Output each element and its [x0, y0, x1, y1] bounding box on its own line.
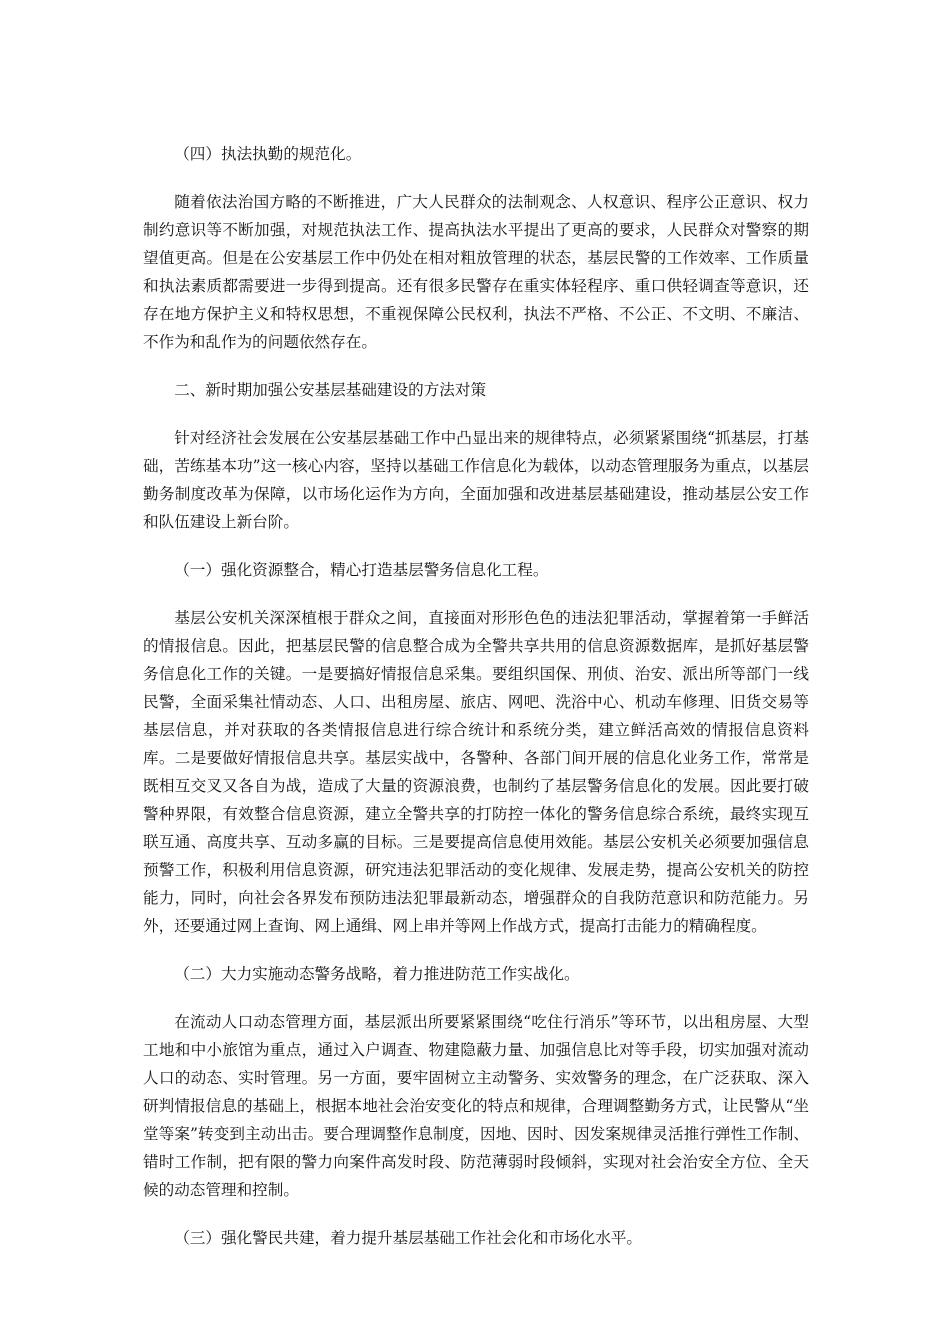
- paragraph-informatization: 基层公安机关深深植根于群众之间，直接面对形形色色的违法犯罪活动，掌握着第一手鲜活的情报信息。因此，把基层民警的信息整合成为全警共享共用的信息资源数据库，是抓好基层警务信息化工作的关键。一是要搞好情报信息采集。要组织国保、刑侦、治安、派出所等部门一线民警，全面采集社情动态、人口、出租房屋、旅店、网吧、洗浴中心、机动车修理、旧货交易等基层信息，并对获取的各类情报信息进行综合统计和系统分类，建立鲜活高效的情报信息资料库。二是要做好情报信息共享。基层实战中，各警种、各部门间开展的信息化业务工作，常常是既相互交叉又各自为战，造成了大量的资源浪费，也制约了基层警务信息化的发展。因此要打破警种界限，有效整合信息资源，建立全警共享的打防控一体化的警务信息综合系统，最终实现互联互通、高度共享、互动多赢的目标。三是要提高信息使用效能。基层公安机关必须要加强信息预警工作，积极利用信息资源，研究违法犯罪活动的变化规律、发展走势，提高公安机关的防控能力，同时，向社会各界发布预防违法犯罪最新动态，增强群众的自我防范意识和防范能力。另外，还要通过网上查询、网上通缉、网上串并等网上作战方式，提高打击能力的精确程度。: [143, 609, 809, 935]
- subsection-heading-2: （二）大力实施动态警务战略，着力推进防范工作实战化。: [174, 965, 580, 983]
- paragraph-law-enforcement: 随着依法治国方略的不断推进，广大人民群众的法制观念、人权意识、程序公正意识、权力制约意识等不断加强，对规范执法工作、提高执法水平提出了更高的要求，人民群众对警察的期望值更高。但是在公安基层工作中仍处在相对粗放管理的状态，基层民警的工作效率、工作质量和执法素质都需要进一步得到提高。还有很多民警存在重实体轻程序、重口供轻调查等意识，还存在地方保护主义和特权思想，不重视保障公民权利，执法不严格、不公正、不文明、不廉洁、不作为和乱作为的问题依然存在。: [143, 193, 809, 351]
- subsection-heading-3: （三）强化警民共建，着力提升基层基础工作社会化和市场化水平。: [174, 1229, 643, 1247]
- paragraph-dynamic-policing: 在流动人口动态管理方面，基层派出所要紧紧围绕“吃住行消乐”等环节，以出租房屋、大型工地和中小旅馆为重点，通过入户调查、物建隐蔽力量、加强信息比对等手段，切实加强对流动人口的动态、实时管理。另一方面，要牢固树立主动警务、实效警务的理念，在广泛获取、深入研判情报信息的基础上，根据本地社会治安变化的特点和规律，合理调整勤务方式，让民警从“坐堂等案”转变到主动出击。要合理调整作息制度，因地、因时、因发案规律灵活推行弹性工作制、错时工作制，把有限的警力向案件高发时段、防范薄弱时段倾斜，实现对社会治安全方位、全天候的动态管理和控制。: [143, 1013, 809, 1199]
- paragraph-methods-intro: 针对经济社会发展在公安基层基础工作中凸显出来的规律特点，必须紧紧围绕“抓基层，打基础，苦练基本功”这一核心内容，坚持以基础工作信息化为载体，以动态管理服务为重点，以基层勤务制度改革为保障，以市场化运作为方向，全面加强和改进基层基础建设，推动基层公安工作和队伍建设上新台阶。: [143, 429, 809, 531]
- section-heading-methods: 二、新时期加强公安基层基础建设的方法对策: [174, 381, 487, 399]
- section-heading-4: （四）执法执勤的规范化。: [174, 145, 362, 163]
- subsection-heading-1: （一）强化资源整合，精心打造基层警务信息化工程。: [174, 561, 549, 579]
- document-body: [143, 140, 809, 1272]
